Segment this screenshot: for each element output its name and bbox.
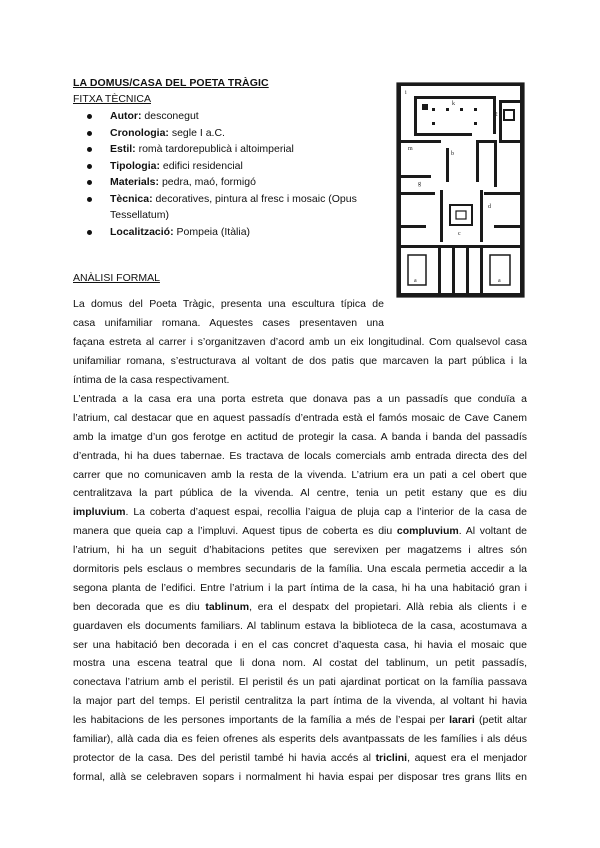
text-line bbox=[73, 617, 527, 636]
text-line bbox=[73, 711, 527, 730]
text-segment: formal, allà se celebraven sopars i normalment hi havia espai per disposar tres grans llits en bbox=[73, 770, 527, 783]
text-segment: carrer que no comunicaven amb la resta de la vivenda. L’atrium era un pati a cel obert que bbox=[73, 468, 527, 481]
plan-label-c: c bbox=[458, 231, 461, 237]
text-segment: (petit altar bbox=[474, 714, 527, 727]
text-segment: , era el despatx del propietari. Allà rebia als clients i e bbox=[249, 600, 527, 613]
text-line bbox=[73, 428, 527, 447]
text-line bbox=[73, 673, 527, 692]
field-label: Localització: bbox=[110, 225, 174, 238]
text-line bbox=[73, 390, 527, 409]
key-term: tablinum bbox=[205, 600, 250, 613]
text-segment: dormitoris pels esclaus o membres secundaris de la família. Una escala permetia accedir a la bbox=[73, 563, 527, 576]
field-label: Tècnica: bbox=[110, 192, 153, 205]
text-segment: conectava l’atrium amb el peristil. El peristil és un pati ajardinat porticat on la família passava bbox=[73, 676, 527, 689]
text-segment: protector de la casa. Des del peristil també hi havia accés al bbox=[73, 751, 376, 764]
text-line bbox=[73, 636, 527, 655]
plan-label-i: i bbox=[405, 90, 407, 96]
text-segment: la major part del temps. El peristil centralitza la part íntima de la vivenda, al voltant hi havia bbox=[73, 695, 527, 708]
text-segment: , aquest era el menjador bbox=[407, 751, 528, 764]
text-line: La domus del Poeta Tràgic, presenta una escultura típica de bbox=[73, 298, 384, 310]
plan-label-i2: i2 bbox=[493, 112, 498, 118]
technical-sheet-list bbox=[86, 108, 386, 240]
technical-field bbox=[86, 141, 386, 158]
key-term: impluvium bbox=[73, 506, 126, 519]
technical-field bbox=[86, 174, 386, 191]
text-line: casa unifamiliar romana. Aquestes cases presentaven una bbox=[73, 316, 384, 329]
text-segment: L’entrada a la casa era una porta estreta que donava pas a un passadís que conduïa a bbox=[73, 393, 527, 405]
text-line bbox=[73, 654, 527, 673]
text-segment: . Al voltant de bbox=[458, 525, 527, 538]
text-segment: familiar), allà cada dia es feien ofrenes als esperits dels avantpassats de les famílies i als déus bbox=[73, 733, 527, 746]
text-segment: segona planta de l’edifici. Entre l’atrium i la part íntima de la casa, hi ha una habitació gran i bbox=[73, 581, 527, 594]
text-line bbox=[73, 730, 527, 749]
text-line bbox=[73, 484, 527, 503]
technical-field bbox=[86, 191, 386, 224]
field-label: Tipologia: bbox=[110, 159, 160, 172]
text-segment: l’atrium, cal destacar que en aquest passadís d’entrada està el famós mosaic de Cave Canem bbox=[73, 411, 527, 424]
field-label: Materials: bbox=[110, 176, 160, 188]
text-line bbox=[73, 541, 527, 560]
field-value: decoratives, pintura al fresc i mosaic (Opus Tessellatum) bbox=[110, 192, 357, 221]
technical-field bbox=[86, 158, 386, 175]
plan-label-a-left: a bbox=[414, 278, 417, 284]
key-term: larari bbox=[449, 714, 475, 727]
plan-label-a-right: a bbox=[498, 278, 501, 284]
key-term: triclini bbox=[375, 751, 408, 764]
field-value: desconegut bbox=[141, 110, 199, 122]
formal-analysis-heading: ANÀLISI FORMAL bbox=[73, 272, 160, 284]
field-value: segle I a.C. bbox=[168, 126, 225, 139]
technical-sheet-heading: FITXA TÈCNICA bbox=[73, 93, 151, 105]
key-term: compluvium bbox=[396, 525, 459, 538]
field-value: romà tardorepublicà i altoimperial bbox=[135, 143, 294, 155]
text-segment: manera que queia cap a l’impluvi. Aquest tipus de coberta es diu bbox=[73, 525, 397, 538]
plan-label-b: b bbox=[451, 151, 454, 157]
text-segment: . La coberta d’aquest espai, recollia l’aigua de pluja cap a l’interior de la casa de bbox=[125, 506, 527, 519]
technical-field bbox=[86, 108, 386, 125]
field-label: Autor: bbox=[110, 110, 142, 122]
text-line bbox=[73, 466, 527, 485]
plan-label-g: g bbox=[418, 181, 421, 187]
plan-label-d: d bbox=[488, 204, 491, 210]
technical-field bbox=[86, 125, 386, 142]
field-value: Pompeia (Itàlia) bbox=[173, 225, 251, 238]
plan-label-m: m bbox=[408, 146, 413, 152]
text-line bbox=[73, 598, 527, 617]
text-line bbox=[73, 560, 527, 579]
text-segment: mostra una escena teatral que li dona nom. Al costat del tablinum, un petit passadís, bbox=[73, 657, 527, 670]
text-line bbox=[73, 503, 527, 522]
technical-field bbox=[86, 224, 386, 241]
document-title: LA DOMUS/CASA DEL POETA TRÀGIC bbox=[73, 77, 269, 89]
field-value: edifici residencial bbox=[159, 159, 243, 172]
plan-label-k: k bbox=[452, 101, 455, 107]
text-line bbox=[73, 768, 527, 787]
text-line: unifamiliar romana, s’estructurava al voltant de dos patis que marcaven la part pública i la bbox=[73, 354, 527, 367]
text-segment: l’atrium, hi ha un seguit d’habitacions petites que serevixen per magatzems i altres són bbox=[73, 544, 527, 557]
text-line bbox=[73, 409, 527, 428]
field-label: Cronologia: bbox=[110, 126, 169, 139]
text-segment: centralitzava la part pública de la vivenda. Al centre, tenia un petit estany que es diu bbox=[73, 487, 527, 500]
text-segment: les habitacions de les persones importants de la família a més de l’espai per bbox=[73, 714, 450, 727]
field-label: Estil: bbox=[110, 143, 136, 155]
text-line bbox=[73, 579, 527, 598]
text-line bbox=[73, 692, 527, 711]
text-line: façana estreta al carrer i s’organitzaven d’acord amb un eix longitudinal. Com qualsevol casa bbox=[73, 335, 527, 348]
text-segment: d’entrada, hi ha dues tabernae. Es tractava de locals comercials amb entrada directa des del bbox=[73, 449, 527, 462]
text-line bbox=[73, 447, 527, 466]
intro-paragraph bbox=[73, 295, 527, 389]
text-line bbox=[73, 749, 527, 768]
text-segment: guardaven els documents familiars. Al tablinum estava la biblioteca de la casa, acostumava a bbox=[73, 619, 527, 632]
text-segment: ser una habitació ben decorada i en el cas concret d’aquesta casa, hi havia el mosaic que bbox=[73, 638, 527, 651]
text-line: íntima de la casa respectivament. bbox=[73, 373, 230, 386]
description-paragraph bbox=[73, 390, 527, 787]
text-segment: amb la imatge d’un gos ferotge en actitud de protegir la casa. A banda i banda del passadís bbox=[73, 430, 527, 443]
text-line bbox=[73, 522, 527, 541]
field-value: pedra, maó, formigó bbox=[159, 176, 256, 188]
floor-plan-image bbox=[394, 80, 527, 302]
text-segment: ben decorada que es diu bbox=[73, 600, 206, 613]
